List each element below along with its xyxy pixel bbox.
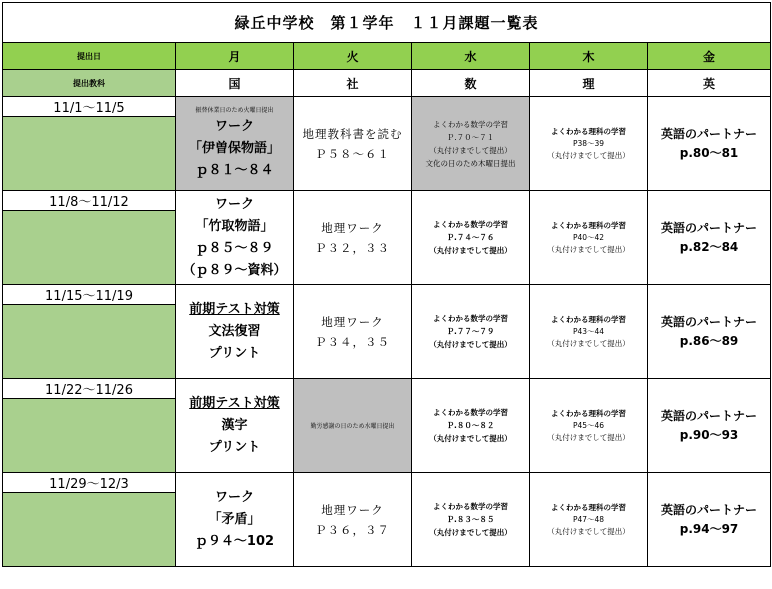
rika-line: よくわかる理科の学習 [551, 126, 626, 136]
shakai-line: 地理ワーク [321, 220, 384, 235]
eigo-cell [648, 97, 771, 191]
week-date: 11/15～11/19 [3, 285, 176, 305]
shakai-line: 地理教科書を読む [302, 126, 403, 141]
shakai-cell [294, 97, 412, 191]
kokugo-line: 文法復習 [208, 323, 261, 339]
shakai-cell [294, 285, 412, 379]
rika-line: P43～44 [572, 326, 605, 336]
kokugo-note: 振替休業日のため火曜日提出 [195, 106, 274, 114]
sugaku-cell [412, 191, 530, 285]
assignment-table [2, 2, 771, 567]
subject-shakai: 社 [294, 70, 412, 97]
sugaku-line: よくわかる数学の学習 [433, 408, 508, 417]
rika-line: （丸付けまでして提出） [547, 244, 630, 254]
sugaku-line: よくわかる数学の学習 [433, 314, 508, 323]
kokugo-cell [176, 191, 294, 285]
sugaku-line: Ｐ.７４～７６ [446, 233, 495, 242]
kokugo-cell [176, 379, 294, 473]
shakai-line: Ｐ３６，３７ [315, 522, 390, 537]
eigo-line: 英語のパートナー [661, 220, 758, 235]
sugaku-line: よくわかる数学の学習 [433, 119, 508, 129]
day-header-thu: 木 [530, 43, 648, 70]
kokugo-line: （ｐ８９～資料） [182, 262, 287, 278]
rika-line: よくわかる理科の学習 [551, 220, 626, 230]
kokugo-line: ワーク [214, 118, 254, 134]
kokugo-line: プリント [208, 439, 261, 455]
week-date: 11/1～11/5 [3, 97, 176, 117]
rika-line: よくわかる理科の学習 [551, 502, 626, 512]
shakai-cell [294, 473, 412, 567]
kokugo-cell [176, 285, 294, 379]
shakai-line: Ｐ３２，３３ [315, 240, 390, 255]
kokugo-line: 「竹取物語」 [195, 218, 274, 234]
sugaku-cell [412, 285, 530, 379]
kokugo-line: ｐ９４～102 [194, 533, 275, 549]
day-header-mon: 月 [176, 43, 294, 70]
shakai-line: 地理ワーク [321, 502, 384, 517]
sugaku-cell [412, 379, 530, 473]
rika-line: （丸付けまでして提出） [547, 338, 630, 348]
rika-line: P40～42 [572, 232, 605, 242]
kokugo-line: ワーク [214, 196, 254, 212]
rika-cell [530, 473, 648, 567]
date-fill [3, 399, 176, 473]
kokugo-line: プリント [208, 345, 261, 361]
day-header-fri: 金 [648, 43, 771, 70]
kokugo-line: ｐ８５～８９ [195, 240, 274, 256]
eigo-line: 英語のパートナー [661, 314, 758, 329]
subject-sugaku: 数 [412, 70, 530, 97]
sugaku-line: 文化の日のため木曜日提出 [425, 158, 516, 168]
rika-cell [530, 97, 648, 191]
eigo-line: 英語のパートナー [661, 408, 758, 423]
rika-line: よくわかる理科の学習 [551, 314, 626, 324]
row-label-submit-day: 提出日 [3, 43, 176, 70]
sugaku-line: Ｐ.７７～７９ [446, 327, 495, 336]
day-header-wed: 水 [412, 43, 530, 70]
sugaku-line: Ｐ.８３～８５ [446, 515, 495, 524]
sugaku-cell [412, 97, 530, 191]
week-date: 11/8～11/12 [3, 191, 176, 211]
sugaku-line: （丸付けまでして提出） [429, 145, 512, 155]
rika-line: P45～46 [572, 420, 605, 430]
shakai-line: Ｐ３４，３５ [315, 334, 390, 349]
rika-line: P47～48 [572, 514, 605, 524]
shakai-cell [294, 191, 412, 285]
eigo-cell [648, 473, 771, 567]
rika-cell [530, 379, 648, 473]
shakai-line: 地理ワーク [321, 314, 384, 329]
kokugo-line: ワーク [214, 489, 254, 505]
rika-line: （丸付けまでして提出） [547, 432, 630, 442]
eigo-line: 英語のパートナー [661, 502, 758, 517]
kokugo-line: ｐ８１～８４ [195, 162, 274, 178]
shakai-line: Ｐ５８～６１ [315, 146, 390, 161]
kokugo-cell [176, 97, 294, 191]
date-fill [3, 211, 176, 285]
rika-line: （丸付けまでして提出） [547, 526, 630, 536]
eigo-line: p.82～84 [679, 239, 739, 254]
sugaku-line: （丸付けまでして提出） [429, 434, 512, 443]
day-header-tue: 火 [294, 43, 412, 70]
eigo-line: p.94～97 [679, 521, 739, 536]
subject-rika: 理 [530, 70, 648, 97]
shakai-note: 勤労感謝の日のため水曜日提出 [310, 423, 395, 430]
eigo-line: 英語のパートナー [661, 126, 758, 141]
sugaku-line: よくわかる数学の学習 [433, 220, 508, 229]
eigo-line: p.80～81 [679, 145, 739, 160]
page-title: 緑丘中学校 第１学年 １１月課題一覧表 [3, 3, 771, 43]
date-fill [3, 493, 176, 567]
date-fill [3, 117, 176, 191]
rika-cell [530, 285, 648, 379]
sugaku-line: （丸付けまでして提出） [429, 246, 512, 255]
week-date: 11/22～11/26 [3, 379, 176, 399]
kokugo-line: 「矛盾」 [208, 511, 261, 527]
eigo-line: p.86～89 [679, 333, 739, 348]
row-label-subject: 提出教科 [3, 70, 176, 97]
kokugo-line: 漢字 [221, 417, 248, 433]
week-date: 11/29～12/3 [3, 473, 176, 493]
shakai-cell [294, 379, 412, 473]
sugaku-line: （丸付けまでして提出） [429, 528, 512, 537]
sugaku-line: よくわかる数学の学習 [433, 502, 508, 511]
date-fill [3, 305, 176, 379]
rika-line: （丸付けまでして提出） [547, 150, 630, 160]
rika-cell [530, 191, 648, 285]
eigo-line: p.90～93 [679, 427, 739, 442]
rika-line: よくわかる理科の学習 [551, 408, 626, 418]
sugaku-cell [412, 473, 530, 567]
kokugo-line: 「伊曽保物語」 [188, 140, 280, 156]
subject-kokugo: 国 [176, 70, 294, 97]
kokugo-line: 前期テスト対策 [189, 395, 280, 411]
rika-line: P38～39 [572, 138, 605, 148]
eigo-cell [648, 191, 771, 285]
sugaku-line: （丸付けまでして提出） [429, 340, 512, 349]
sugaku-line: Ｐ.７０～７１ [446, 132, 495, 142]
kokugo-line: 前期テスト対策 [189, 301, 280, 317]
kokugo-cell [176, 473, 294, 567]
sugaku-line: Ｐ.８０～８２ [446, 421, 495, 430]
eigo-cell [648, 379, 771, 473]
eigo-cell [648, 285, 771, 379]
subject-eigo: 英 [648, 70, 771, 97]
